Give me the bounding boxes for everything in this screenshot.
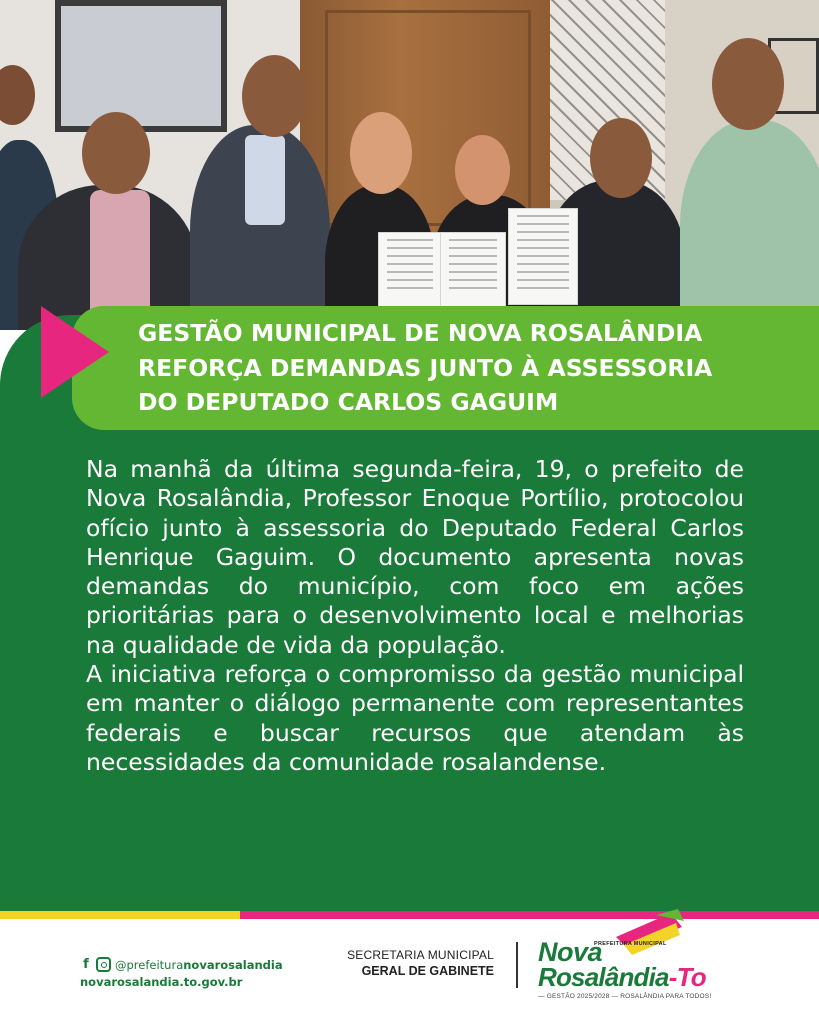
news-photo: [0, 0, 819, 330]
social-handle-prefix: @prefeitura: [115, 957, 184, 972]
logo-nova: Nova: [538, 937, 603, 967]
headline-line-3: DO DEPUTADO CARLOS GAGUIM: [138, 388, 559, 416]
social-handle-name: novarosalandia: [183, 957, 283, 972]
photo-person-head: [712, 38, 784, 130]
website-link[interactable]: novarosalandia.to.gov.br: [80, 975, 243, 989]
secretariat-line-1: SECRETARIA MUNICIPAL: [347, 948, 494, 962]
logo-to: -To: [668, 962, 706, 992]
footer-stripe-pink: [240, 911, 819, 919]
photo-person-head: [455, 135, 510, 205]
photo-person: [680, 120, 819, 330]
social-links: [80, 957, 283, 972]
photo-person-shirt: [245, 135, 285, 225]
article-paragraph-2: A iniciativa reforça o compromisso da gestão municipal em manter o diálogo permanente com representantes federais e buscar recursos que atendam às necessidades da comunidade rosalandense.: [86, 660, 744, 776]
logo-flag-icon: [616, 909, 686, 961]
logo-rosalandia: [538, 962, 706, 993]
facebook-icon[interactable]: f: [83, 957, 89, 972]
footer-divider: [516, 942, 518, 988]
logo-tagline: — GESTÃO 2025/2028 — ROSALÂNDIA PARA TODOS!: [538, 993, 712, 1000]
secretariat-line-2: GERAL DE GABINETE: [361, 964, 494, 978]
logo-prefeitura-label: PREFEITURA MUNICIPAL: [594, 941, 667, 947]
headline-line-1: GESTÃO MUNICIPAL DE NOVA ROSALÂNDIA: [138, 319, 703, 347]
logo-rosalandia-text: Rosalândia: [538, 962, 669, 992]
photo-document: [378, 232, 442, 309]
article-body: [86, 455, 744, 777]
photo-document: [508, 208, 578, 305]
photo-person-head: [590, 118, 652, 198]
headline-line-2: REFORÇA DEMANDAS JUNTO À ASSESSORIA: [138, 353, 713, 382]
photo-person-head: [242, 55, 307, 137]
footer-stripe-yellow: [0, 911, 240, 919]
social-handle[interactable]: [115, 958, 283, 972]
article-paragraph-1: Na manhã da última segunda-feira, 19, o prefeito de Nova Rosalândia, Professor Enoque Portílio, protocolou ofício junto à assessoria do Deputado Federal Carlos Henrique Gaguim. O documento apresenta novas demandas do município, com foco em ações prioritárias para o desenvolvimento local e melhorias na qualidade de vida da população.: [86, 455, 744, 659]
photo-person-head: [82, 112, 150, 194]
photo-portrait-frame: [55, 0, 227, 132]
instagram-icon[interactable]: [96, 957, 111, 972]
play-arrow-icon: [41, 306, 109, 398]
photo-document: [440, 232, 506, 309]
headline: [138, 316, 798, 420]
photo-person-head: [350, 112, 412, 194]
